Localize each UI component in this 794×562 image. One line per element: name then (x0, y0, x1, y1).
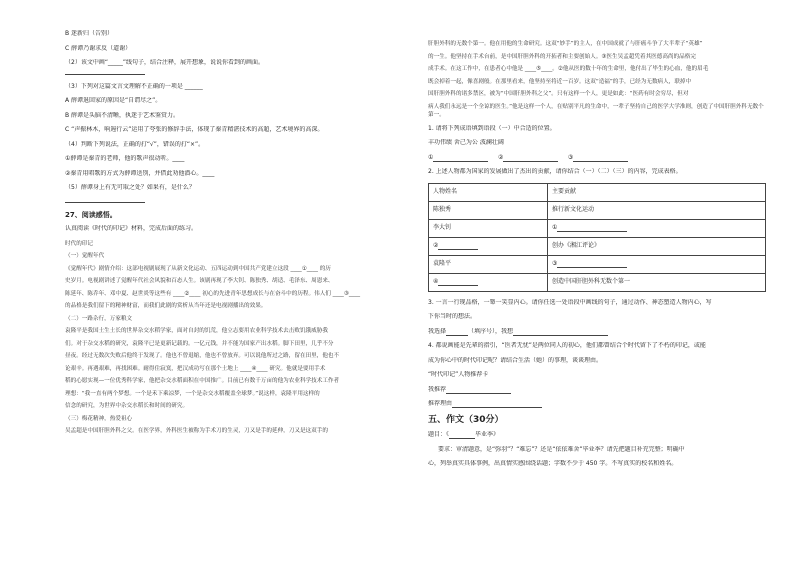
question-4: （4）判断下列说法，正确的打“√”，错误的打“×”。 (65, 140, 205, 148)
article-title: 时代的印记 (65, 240, 93, 247)
table-cell: 创造中国肝胆外科无数个第一 (548, 273, 766, 291)
question-4-line: 4. 都说画能是先辈的指引，“医者无忧”是两位同人的初心，他们都曾结合个时代留下了不朽的印记，或能 (428, 342, 706, 350)
table-cell[interactable] (548, 255, 766, 273)
section-2-line: 理想：“我一直有两个梦想。一个是禾下乘凉梦，一个是杂交水稻覆盖全球梦。”说这样，袁隆平用这样的 (65, 390, 320, 397)
section-2-line: 论艰辛。再遇艰难，再找困难。耐得住寂寞，把汉成功写在那个土地上 ____④____ 研究。他就是要用手术 (65, 365, 326, 372)
article-line: 成手术。在这工作中，在患者心中他是 ____⑤____。②他从医的数十年的生命里，他付出了毕生的心血，他的眉毛 (428, 66, 709, 72)
article-line: 国肝胆外科的诸多禁区，被为“中国肝胆外科之父”。只有这样一个人，更是如此：“医药有时会穷尽，但对 (428, 91, 689, 97)
table-cell[interactable] (429, 237, 548, 255)
table-row (429, 255, 766, 273)
q4-item-2: ②秦青用唱歌的方式为薛谭送别，并借此劝他潜心。____ (65, 169, 215, 177)
article-continued (428, 40, 768, 119)
essay-topic-label: 毕业季》 (475, 431, 500, 439)
question-27-title: 27、阅读感悟。 (65, 211, 117, 219)
question-5: （5）薛谭身上有无可取之处？如果有，是什么？ (65, 184, 195, 191)
blank-label: ① (428, 153, 434, 161)
section-1-line: 陈延年、陈乔年、邓中夏、赵世炎等这些有 ____②____ 初心的先进青年思想成长与在奋斗中的历程。伟人们 ____③____ (65, 290, 361, 297)
question-4-line: 成为你心中的时代印记呢？请结合生活（她）的事理，谈谈理由。 (428, 356, 603, 364)
q3-choice-input[interactable] (446, 328, 468, 336)
q-option-b: B 迷新归（告别） (65, 30, 114, 37)
q3-option-a: A 薛谭退回家的原因是“自谓尽之”。 (65, 97, 162, 104)
question-3-line: 下你当时的想法。 (428, 313, 477, 321)
blank-input[interactable] (557, 224, 627, 232)
q3-fill-label: 我选择 (428, 327, 447, 335)
essay-topic-label: 题目：《 (428, 431, 450, 439)
blank-input[interactable] (438, 242, 478, 250)
essay-requirement: 心，列举真实具体事例，出真情实感围绕话题；字数不少于 450 字。不写真实的校名和姓名。 (428, 460, 678, 468)
article-line: 病人我们永远是一个全谅的医生。”他是这样一个人，在贴别平凡的生命中，一辈子坚持自己的医学大学准则，创造了中国肝胆外科无数个第一。 (428, 103, 764, 118)
blank-input[interactable] (573, 154, 628, 162)
article-line: 既会掉着一起，像喜剧般。在那里看来，他坚持至将近一百岁。这双“造福”的手，已经为无数病人，联掉中 (428, 78, 692, 85)
section-2-line: 袁隆平是我国土生土长的世界杂交水稻学家，面对自封的饥荒，他立志要用农业科学技术去击败饥饿威胁我 (65, 328, 328, 334)
blank-label: ② (497, 153, 504, 161)
question-27-intro: 认真阅读《时代的印记》材料，完成后面的练习。 (65, 225, 198, 232)
section-1-title: （一）觉醒年代 (65, 253, 105, 259)
blank-label: ③ (552, 260, 558, 268)
table-row (429, 201, 766, 219)
section-3-line: 吴孟超是中国肝胆外科之父。在医学界，外科医生被称为手术刀的生灵，刀又是手的延伸，刀又是这双手的 (65, 428, 328, 434)
table-row (429, 237, 766, 255)
table-row (429, 273, 766, 291)
q3-option-c: C “声振林木，响遏行云”运用了夸张的修辞手法，体现了秦青精湛技术的高超，艺术境界的高深。 (65, 126, 324, 133)
section-1-line: 《觉醒年代》剧情介绍：这部电视剧展现了从新文化运动、五四运动到中国共产党建立这段 ____①____ 的历 (65, 265, 331, 272)
card-field-label: 推荐理由 (428, 400, 453, 408)
section-2-line: 信念的研究，为世界中杂交水稻长和时间的研究。 (65, 403, 189, 409)
q-option-c: C 薛谭乃谢求反（道谢） (65, 44, 132, 52)
section-5-title: 五、作文（30分） (428, 415, 504, 426)
contribution-table (428, 183, 766, 292)
table-cell[interactable] (548, 219, 766, 237)
table-cell: 李大钊 (429, 219, 548, 237)
blank-input[interactable] (557, 260, 627, 268)
blank-input[interactable] (438, 278, 478, 286)
blank-label: ② (433, 242, 439, 250)
reason-input[interactable] (452, 400, 542, 408)
table-header-row (429, 183, 766, 201)
article (65, 240, 400, 436)
table-cell[interactable] (429, 273, 548, 291)
table-cell: 袁隆平 (429, 255, 548, 273)
section-2-line: 稻的心愿实现—一位优秀科学家，他把杂交水稻面积在中国推广。目前已有数千万亩的他为农业科学技术工作者 (65, 378, 340, 384)
q3-option-b: B 薛谭是头脑不清晰，执迷于艺术鉴赏力。 (65, 111, 180, 119)
question-1: 1. 请将下列成语填到语段（一）中合适的位置。 (428, 124, 556, 132)
blank-label: ③ (567, 153, 574, 161)
blank-label: ④ (433, 278, 439, 286)
question-3: （3）下列对这篇文言文理解不正确的一项是 ______ (65, 82, 203, 90)
q3-thought-input[interactable] (513, 328, 608, 336)
blank-input[interactable] (503, 154, 558, 162)
card-field-row (428, 400, 768, 408)
section-1-line: 的品格是我们留下的精神财富，而我们此剧的赏析从当年还是电视剧播出的效果。 (65, 303, 267, 309)
question-2: （2）该文中画“_____”线句子，结合注释，展开想象，说说你看到的画面。 (65, 59, 265, 66)
idiom-list: 丰功伟绩 舍己为公 波澜壮阔 (428, 139, 504, 147)
idiom-blanks (428, 154, 768, 162)
section-2-line: 们。对于杂交水稻的研究，袁隆平已是更新记载的。一亿元钱，并不能为国家产出水稻。脚下田里，几乎不分 (65, 340, 334, 347)
section-2-line: 昼夜。经过无数次失败后他终于发现了。他也不曾退缩，他也不曾放弃。可以说他所过之路，留在田里，他也不 (65, 353, 340, 359)
table-cell: 推行新文化运动 (548, 201, 766, 219)
q4-item-1: ①薛谭是秦青的老师，他的歌声很动听。____ (65, 155, 185, 162)
q3-fill-label: （填序号），我想 (468, 327, 514, 335)
blank-input[interactable] (433, 154, 488, 162)
left-column (65, 30, 400, 440)
essay-requirement: 要求：审清题意，是“弥羽”？“难忘”？还是“依依难舍”毕业季？请先把题目补充完整；明确中 (438, 445, 685, 453)
answer-line (65, 74, 145, 75)
table-row (429, 219, 766, 237)
card-field-row (428, 386, 768, 394)
card-field-label: 我推荐 (428, 385, 447, 393)
table-cell: 创办《湘江评论》 (548, 237, 766, 255)
table-header-cell: 人物姓名 (429, 183, 548, 201)
section-3-title: （三）梅花精神，热爱祖心 (65, 415, 133, 422)
table-cell: 陈独秀 (429, 201, 548, 219)
section-1-line: 史岁月。电视剧讲述了觉醒年代社会风貌和百态人生。该剧再现了李大钊、陈独秀、胡适、毛泽东、周恩来、 (65, 278, 334, 284)
section-2-title: （二）一路杂行，万家粮文 (65, 315, 133, 322)
question-2: 2. 上述人物都为国家的发展做出了杰出的贡献，请你结合（一）（二）（三）的内容，完成表格。 (428, 168, 682, 176)
answer-line (65, 202, 145, 203)
table-header-cell: 主要贡献 (548, 183, 766, 201)
article-line: 的一生。他坚持在手术台前，是中国肝胆外科的开拓者和主要创始人。③医生吴孟超凭着其医德高尚的品格完 (428, 53, 696, 60)
blank-label: ① (552, 224, 558, 232)
card-title: “时代印记”人物推荐卡 (428, 371, 489, 379)
essay-topic (428, 431, 768, 439)
question-3-line: 3. 一言一行现品格，一颦一笑显内心。请你任选一处语段中画线的句子，通过动作、神态塑造人物内心，写 (428, 298, 712, 306)
essay-topic-input[interactable] (449, 431, 475, 439)
right-column (428, 40, 768, 475)
article-line: 肝胆外科的无数个第一。他在用他的生命研究。这双“妙手”的主人，在中国成就了与肝癌斗争了大半辈子“英雄” (428, 41, 703, 47)
recommend-input[interactable] (446, 386, 511, 394)
q3-fill-row (428, 328, 768, 336)
